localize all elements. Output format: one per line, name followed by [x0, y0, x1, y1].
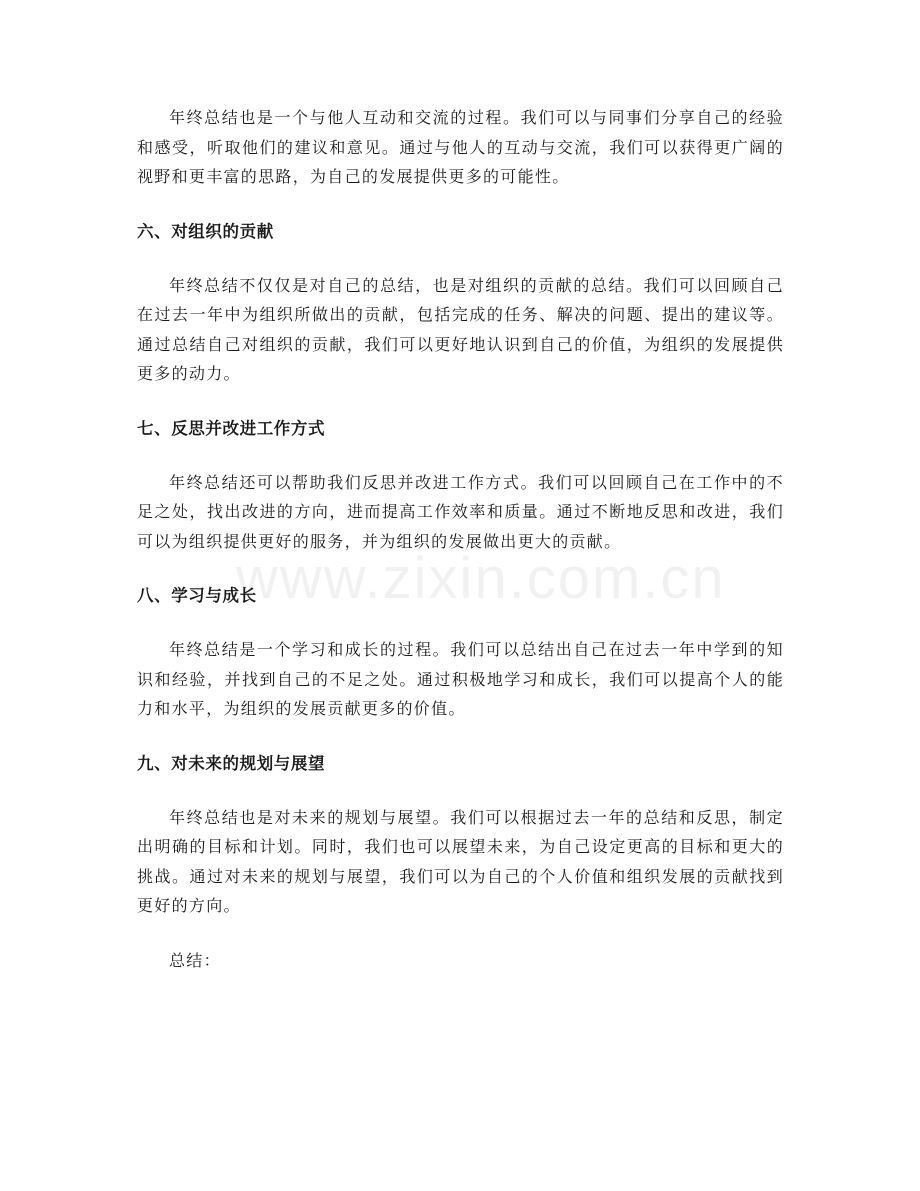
- heading-section-6: 六、对组织的贡献: [137, 221, 274, 241]
- watermark-text: www.zixin.com.cn: [236, 546, 726, 611]
- paragraph-summary-label: 总结：: [169, 950, 221, 970]
- heading-section-8: 八、学习与成长: [137, 586, 257, 605]
- paragraph-future: 年终总结也是对未来的规划与展望。我们可以根据过去一年的总结和反思，制定出明确的目标和计划。同时，我们也可以展望未来，为自己设定更高的目标和更大的挑战。通过对未来的规划与展望，我们可以为自己的个人价值和组织发展的贡献找到更好的方向。: [137, 807, 784, 915]
- heading-section-9: 九、对未来的规划与展望: [137, 753, 326, 773]
- paragraph-learning: 年终总结是一个学习和成长的过程。我们可以总结出自己在过去一年中学到的知识和经验，并找到自己的不足之处。通过积极地学习和成长，我们可以提高个人的能力和水平，为组织的发展贡献更多的价值。: [137, 640, 784, 718]
- paragraph-reflection: 年终总结还可以帮助我们反思并改进工作方式。我们可以回顾自己在工作中的不足之处，找出改进的方向，进而提高工作效率和质量。通过不断地反思和改进，我们可以为组织提供更好的服务，并为组织的发展做出更大的贡献。: [137, 472, 784, 551]
- document-page: [137, 103, 784, 975]
- paragraph-contribution: 年终总结不仅仅是对自己的总结，也是对组织的贡献的总结。我们可以回顾自己在过去一年中为组织所做出的贡献，包括完成的任务、解决的问题、提出的建议等。通过总结自己对组织的贡献，我们可以更好地认识到自己的价值，为组织的发展提供更多的动力。: [137, 275, 784, 383]
- heading-section-7: 七、反思并改进工作方式: [137, 418, 326, 438]
- paragraph-communication: 年终总结也是一个与他人互动和交流的过程。我们可以与同事们分享自己的经验和感受，听取他们的建议和意见。通过与他人的互动与交流，我们可以获得更广阔的视野和更丰富的思路，为自己的发展提供更多的可能性。: [137, 108, 784, 186]
